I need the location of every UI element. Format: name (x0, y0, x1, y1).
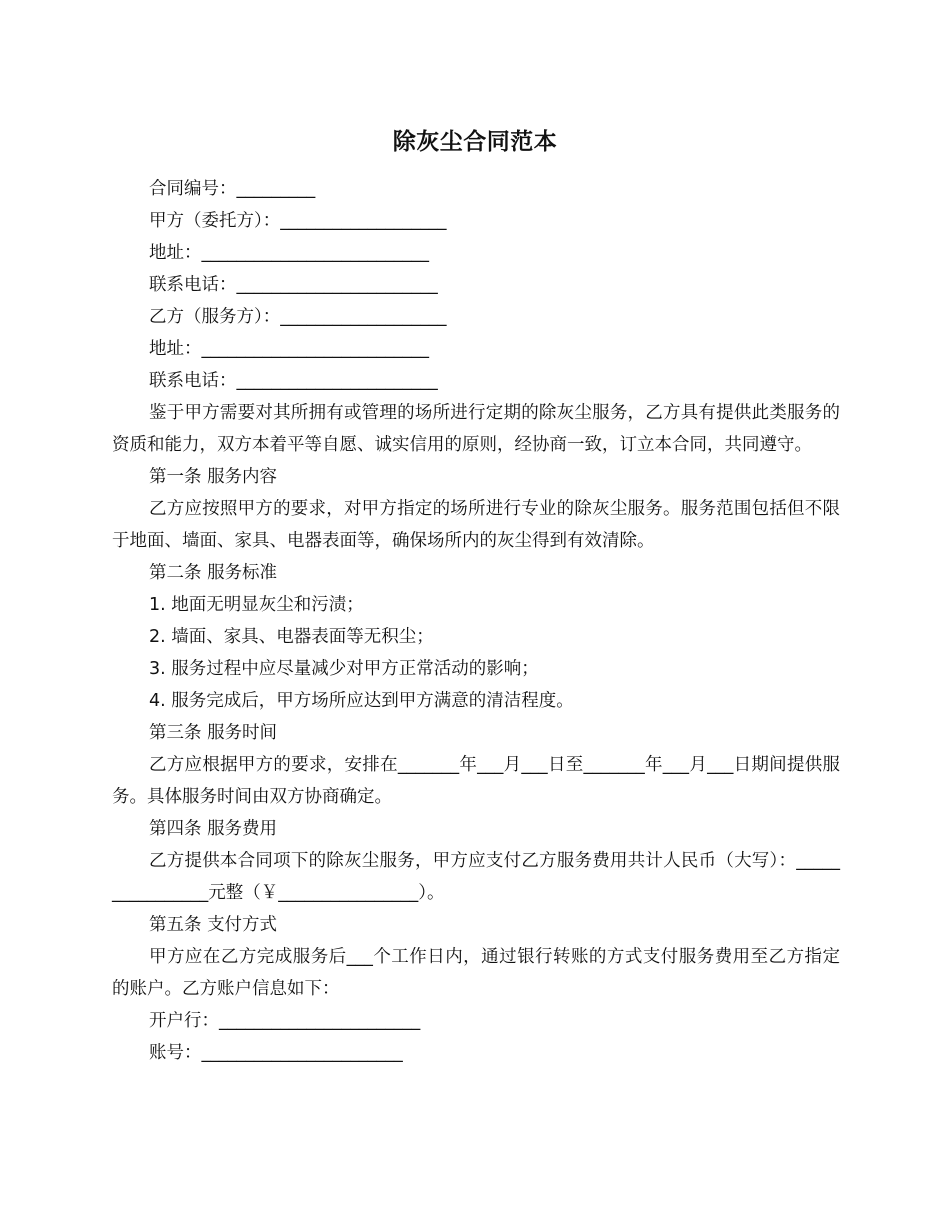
article-1-text: 乙方应按照甲方的要求，对甲方指定的场所进行专业的除灰尘服务。服务范围包括但不限于地面、墙面、家具、电器表面等，确保场所内的灰尘得到有效清除。 (112, 499, 840, 551)
account-number-field: 账号：_______________________ (149, 1043, 403, 1063)
article-4-heading: 第四条 服务费用 (149, 819, 278, 839)
article-1-heading: 第一条 服务内容 (149, 467, 278, 487)
article-5-heading: 第五条 支付方式 (149, 915, 278, 935)
party-a-phone-field: 联系电话：_______________________ (149, 275, 438, 295)
article-3-heading: 第三条 服务时间 (149, 723, 278, 743)
article-2-item: 3. 服务过程中应尽量减少对甲方正常活动的影响； (149, 659, 539, 679)
document-body (112, 173, 840, 1069)
bank-name-field: 开户行：_______________________ (149, 1011, 421, 1031)
intro-paragraph: 鉴于甲方需要对其所拥有或管理的场所进行定期的除灰尘服务，乙方具有提供此类服务的资质和能力，双方本着平等自愿、诚实信用的原则，经协商一致，订立本合同，共同遵守。 (112, 403, 840, 455)
document-title: 除灰尘合同范本 (392, 129, 558, 155)
party-b-field: 乙方（服务方）：___________________ (149, 307, 447, 327)
article-2-item: 2. 墙面、家具、电器表面等无积尘； (149, 627, 434, 647)
party-b-phone-field: 联系电话：_______________________ (149, 371, 438, 391)
contract-number-field: 合同编号：_________ (149, 179, 316, 199)
article-2-item: 1. 地面无明显灰尘和污渍； (149, 595, 364, 615)
article-3-text: 乙方应根据甲方的要求，安排在_______年___月___日至_______年___月___日期间提供服务。具体服务时间由双方协商确定。 (112, 755, 840, 807)
party-a-address-field: 地址：__________________________ (149, 243, 429, 263)
article-4-text: 乙方提供本合同项下的除灰尘服务，甲方应支付乙方服务费用共计人民币（大写）：________________元整（￥________________）。 (112, 851, 840, 903)
party-b-address-field: 地址：__________________________ (149, 339, 429, 359)
article-5-text: 甲方应在乙方完成服务后___个工作日内，通过银行转账的方式支付服务费用至乙方指定的账户。乙方账户信息如下： (112, 947, 840, 999)
article-2-item: 4. 服务完成后，甲方场所应达到甲方满意的清洁程度。 (149, 691, 574, 711)
article-2-heading: 第二条 服务标准 (149, 563, 278, 583)
party-a-field: 甲方（委托方）：___________________ (149, 211, 447, 231)
